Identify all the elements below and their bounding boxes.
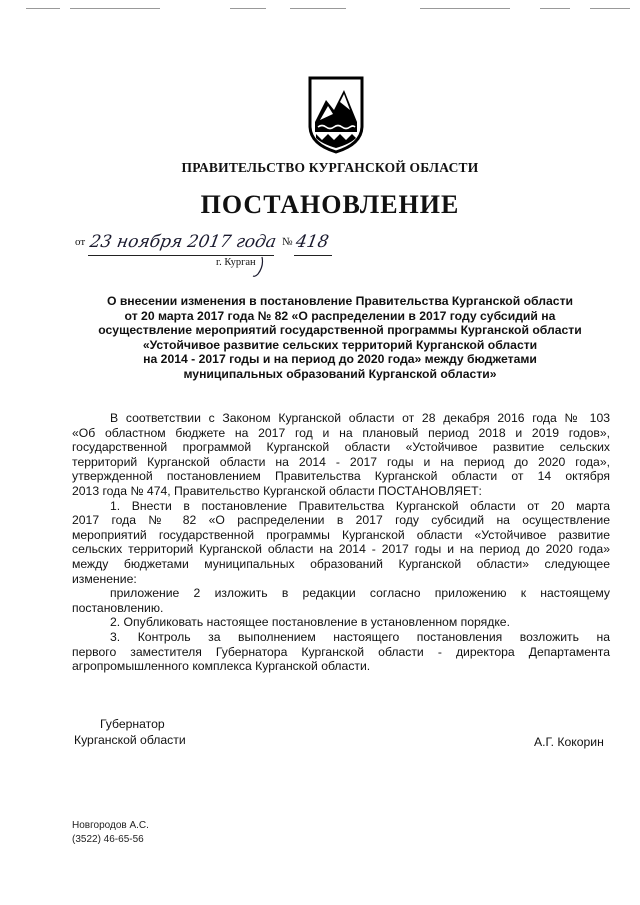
body-line: агропромышленного комплекса Курганской области.: [72, 659, 371, 674]
body-line: 2017 года № 82 «О распределении в 2017 году субсидий на осуществление: [72, 513, 610, 528]
authority-title: ПРАВИТЕЛЬСТВО КУРГАНСКОЙ ОБЛАСТИ: [181, 160, 479, 175]
heading-line: муниципальных образований Курганской области»: [183, 366, 497, 381]
body-line: между бюджетами муниципальных образований Курганской области» следующее: [72, 556, 610, 571]
executor-name: Новгородов А.С.: [72, 820, 149, 831]
body-line: сельских территорий Курганской области на 2014 - 2017 годы и на период до 2020 года»: [72, 542, 610, 557]
body-line: «Об областном бюджете на 2017 год и на плановый период 2018 и 2019 годов»,: [72, 425, 610, 440]
heading-line: от 20 марта 2017 года № 82 «О распределении в 2017 году субсидий на: [124, 308, 556, 323]
body-line: первого заместителя Губернатора Курганской области - директора Департамента: [72, 644, 610, 659]
heading-line: «Устойчивое развитие сельских территорий Курганской области: [142, 337, 538, 352]
executor-phone: (3522) 46-65-56: [72, 834, 144, 845]
document-type: ПОСТАНОВЛЕНИЕ: [200, 190, 460, 219]
signatory-name: А.Г. Кокорин: [534, 735, 604, 749]
body-line: приложение 2 изложить в редакции согласно приложению к настоящему: [110, 586, 610, 601]
number-underline: [294, 255, 332, 256]
body-line: мероприятий государственной программы Курганской области «Устойчивое развитие: [72, 527, 610, 542]
resolution-heading: [60, 294, 620, 382]
body-line: 2. Опубликовать настоящее постановление в установленном порядке.: [110, 615, 510, 630]
resolution-body: [72, 411, 610, 674]
body-line: В соответствии с Законом Курганской области от 28 декабря 2016 года № 103: [110, 411, 610, 425]
body-line: постановлению.: [72, 600, 164, 615]
date-prefix: от: [75, 236, 86, 248]
body-line: государственной программой Курганской области «Устойчивое развитие сельских: [72, 440, 610, 455]
heading-line: на 2014 - 2017 годы и на период до 2020 года» между бюджетами: [143, 352, 537, 367]
signatory-title-line: Губернатор: [100, 717, 165, 731]
heading-line: осуществление мероприятий государственной программы Курганской области: [98, 323, 582, 338]
city-label: г. Курган: [216, 257, 256, 268]
number-prefix: №: [282, 236, 293, 248]
body-line: 2013 года № 474, Правительство Курганской области ПОСТАНОВЛЯЕТ:: [72, 483, 482, 498]
pen-stroke-icon: [252, 256, 266, 278]
body-line: 1. Внести в постановление Правительства Курганской области от 20 марта: [110, 498, 610, 513]
heading-line: О внесении изменения в постановление Правительства Курганской области: [106, 294, 574, 308]
body-line: утвержденной постановлением Правительства Курганской области от 14 октября: [72, 469, 610, 484]
date-underline: [88, 255, 274, 256]
body-line: изменение:: [72, 571, 137, 586]
handwritten-date: 23 ноября 2017 года: [88, 232, 278, 252]
body-line: территорий Курганской области на 2014 - 2017 годы и на период до 2020 года»,: [72, 454, 610, 469]
handwritten-number: 418: [294, 232, 331, 252]
body-line: 3. Контроль за выполнением настоящего постановления возложить на: [110, 629, 610, 644]
coat-of-arms-icon: [296, 74, 376, 154]
signatory-title-line: Курганской области: [74, 733, 186, 747]
signatory-title: [74, 716, 186, 748]
executor-contact: [72, 819, 149, 847]
